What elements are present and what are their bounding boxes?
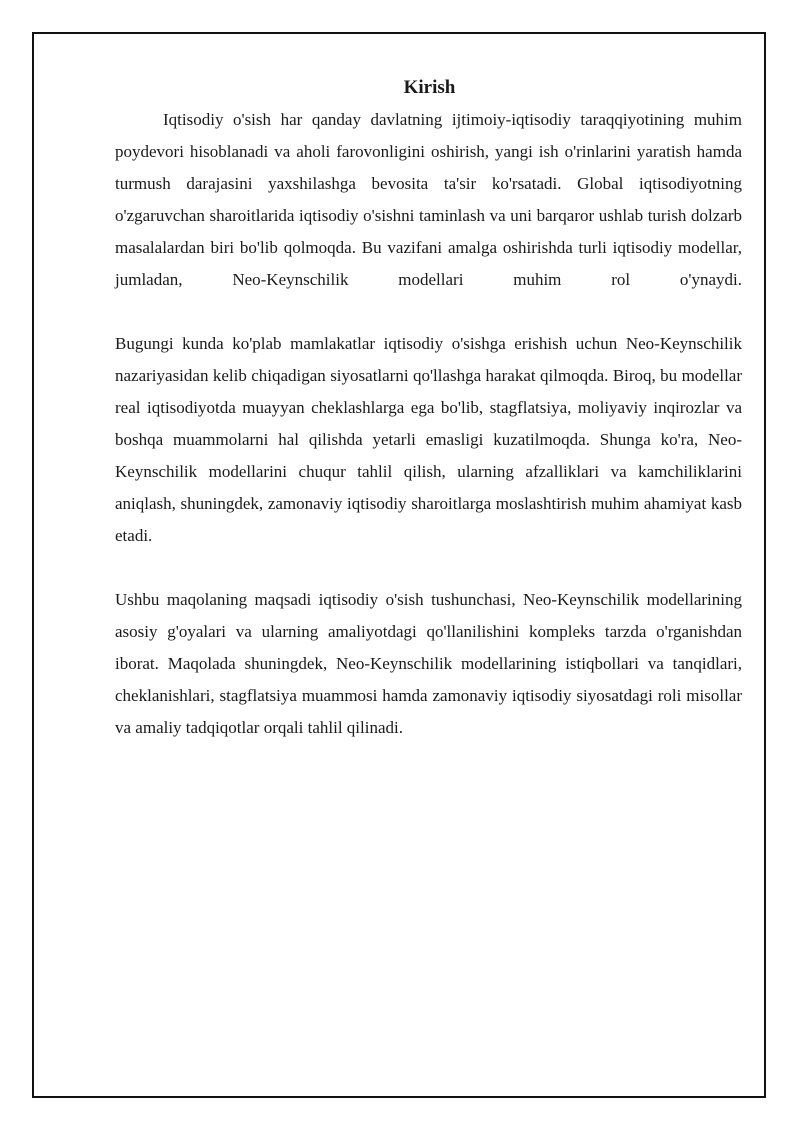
paragraph-spacer (115, 296, 742, 328)
paragraph-2: Bugungi kunda ko'plab mamlakatlar iqtisodiy o'sishga erishish uchun Neo-Keynschilik nazariyasidan kelib chiqadigan siyosatlarni qo'llashga harakat qilmoqda. Biroq, bu modellar real iqtisodiyotda muayyan cheklashlarga ega bo'lib, stagflatsiya, moliyaviy inqirozlar va boshqa muammolarni hal qilishda yetarli emasligi kuzatilmoqda. Shunga ko'ra, Neo-Keynschilik modellarini chuqur tahlil qilish, ularning afzalliklari va kamchiliklarini aniqlash, shuningdek, zamonaviy iqtisodiy sharoitlarga moslashtirish muhim ahamiyat kasb etadi. (115, 334, 742, 545)
document-title: Kirish (403, 77, 456, 98)
paragraph-spacer (115, 552, 742, 584)
paragraph-1: Iqtisodiy o'sish har qanday davlatning ijtimoiy-iqtisodiy taraqqiyotining muhim poydevori hisoblanadi va aholi farovonligini oshirish, yangi ish o'rinlarini yaratish hamda turmush darajasini yaxshilashga bevosita ta'sir ko'rsatadi. Global iqtisodiyotning o'zgaruvchan sharoitlarida iqtisodiy o'sishni taminlash va uni barqaror ushlab turish dolzarb masalalardan biri bo'lib qolmoqda. Bu vazifani amalga oshirishda turli iqtisodiy modellar, jumladan, Neo-Keynschilik modellari muhim rol o'ynaydi. (115, 110, 742, 289)
paragraph-3: Ushbu maqolaning maqsadi iqtisodiy o'sish tushunchasi, Neo-Keynschilik modellarining asosiy g'oyalari va ularning amaliyotdagi qo'llanilishini kompleks tarzda o'rganishdan iborat. Maqolada shuningdek, Neo-Keynschilik modellarining istiqbollari va tanqidlari, cheklanishlari, stagflatsiya muammosi hamda zamonaviy iqtisodiy siyosatdagi roli misollar va amaliy tadqiqotlar orqali tahlil qilinadi. (115, 590, 742, 737)
document-body (115, 76, 742, 744)
